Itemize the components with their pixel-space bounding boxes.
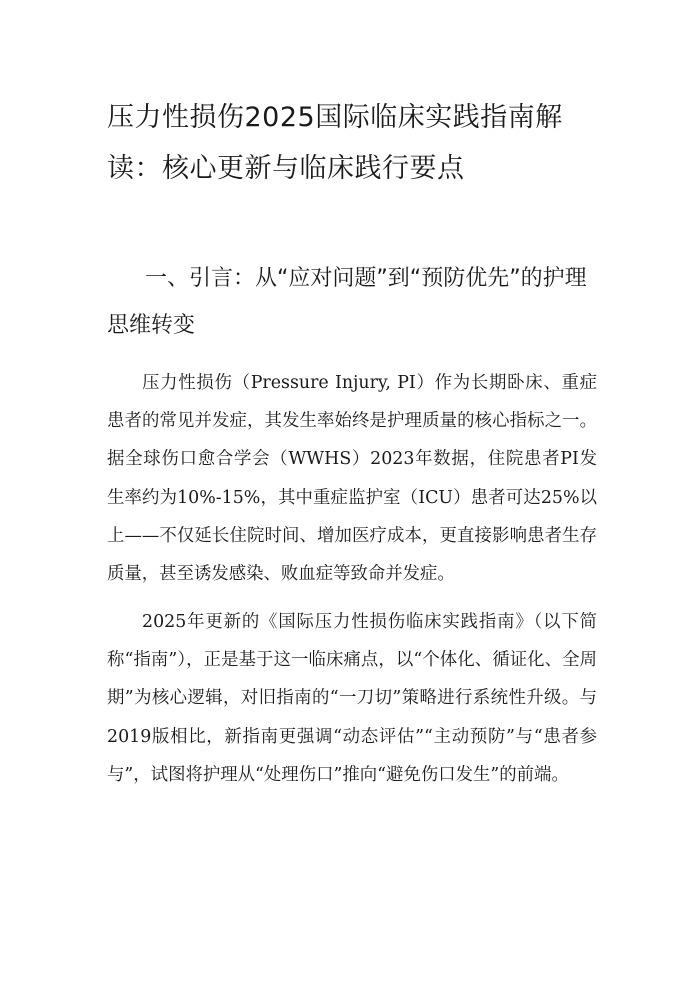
document-title: 压力性损伤2025国际临床实践指南解读：核心更新与临床践行要点 <box>107 102 563 184</box>
body-paragraph: 2025年更新的《国际压力性损伤临床实践指南》（以下简称“指南”），正是基于这一临床痛点，以“个体化、循证化、全周期”为核心逻辑，对旧指南的“一刀切”策略进行系统性升级。与2019版相比，新指南更强调“动态评估”“主动预防”与“患者参与”，试图将护理从“处理伤口”推向“避免伤口发生”的前端。 <box>107 612 597 785</box>
section-heading-introduction: 一、引言：从“应对问题”到“预防优先”的护理思维转变 <box>107 266 587 338</box>
body-paragraph: 压力性损伤（Pressure Injury, PI）作为长期卧床、重症患者的常见并发症，其发生率始终是护理质量的核心指标之一。据全球伤口愈合学会（WWHS）2023年数据，住院患者PI发生率约为10%-15%，其中重症监护室（ICU）患者可达25%以上——不仅延长住院时间、增加医疗成本，更直接影响患者生存质量，甚至诱发感染、败血症等致命并发症。 <box>107 373 597 585</box>
